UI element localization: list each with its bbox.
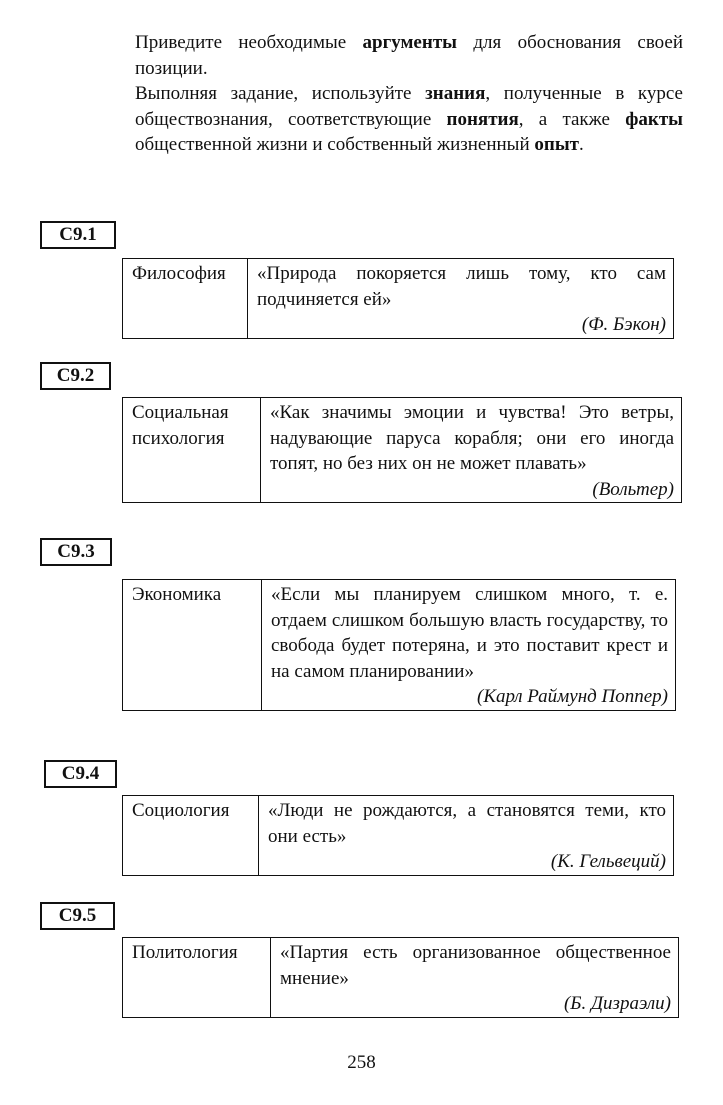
intro-keyword: понятия: [446, 108, 519, 130]
quote-author: (Вольтер): [592, 478, 674, 500]
intro-text: , полученные в курсе обществознания, соответствующие: [135, 83, 683, 130]
quote-author: (Ф. Бэкон): [581, 314, 666, 335]
intro-keyword: опыт: [534, 134, 579, 155]
quote-cell: [259, 796, 674, 876]
task-label-c9-1: С9.1: [40, 221, 116, 249]
intro-text: Приведите необходимые: [135, 32, 363, 53]
task-label-c9-2: С9.2: [40, 362, 111, 390]
intro-keyword: аргументы: [362, 32, 457, 53]
quote-author: (Б. Дизраэли): [563, 993, 671, 1014]
intro-text: .: [579, 134, 584, 155]
quote-text: «Природа покоряется лишь тому, кто сам подчиняется ей»: [257, 263, 666, 310]
quote-cell: [261, 398, 682, 503]
quote-author: (Карл Раймунд Поппер): [477, 686, 668, 707]
intro-keyword: факты: [625, 108, 683, 130]
quote-text: «Люди не рождаются, а становятся теми, кто они есть»: [268, 800, 666, 847]
quote-author: (К. Гельвеций): [550, 851, 666, 872]
subject-text: Экономика: [132, 584, 222, 605]
intro-keyword: знания: [425, 83, 486, 104]
quote-cell: [262, 580, 676, 711]
instructions-paragraph-2: [135, 81, 683, 158]
task-table-c9-3: [122, 579, 676, 711]
quote-cell: [271, 938, 679, 1018]
instructions: [135, 30, 683, 158]
task-table-c9-1: [122, 258, 674, 339]
subject-text: Социальная психология: [132, 402, 229, 449]
subject-cell: [123, 796, 259, 876]
task-label-c9-5: С9.5: [40, 902, 115, 930]
subject-text: Философия: [132, 263, 226, 284]
subject-cell: [123, 938, 271, 1018]
task-table-c9-2: [122, 397, 682, 503]
instructions-paragraph-1: [135, 30, 683, 81]
subject-cell: [123, 398, 261, 503]
quote-cell: [248, 259, 674, 339]
intro-text: , а также: [518, 108, 626, 130]
quote-text: «Партия есть организованное общественное мнение»: [280, 942, 671, 989]
task-table-c9-5: [122, 937, 679, 1018]
task-label-c9-4: С9.4: [44, 760, 117, 788]
quote-text: «Как значимы эмоции и чувства! Это ветры, надувающие паруса корабля; они его иногда топят, но без них он не может плавать»: [270, 402, 674, 474]
subject-text: Политология: [132, 942, 238, 963]
intro-text: общественной жизни и собственный жизненный: [135, 134, 535, 155]
intro-text: Выполняя задание, используйте: [135, 83, 426, 104]
subject-text: Социология: [132, 800, 230, 821]
quote-text: «Если мы планируем слишком много, т. е. отдаем слишком большую власть государству, то свобода будет потеряна, и это поставит крест и на самом планировании»: [271, 584, 668, 682]
task-table-c9-4: [122, 795, 674, 876]
subject-cell: [123, 259, 248, 339]
intro-text: для обоснования своей позиции.: [135, 32, 683, 79]
subject-cell: [123, 580, 262, 711]
page-number: 258: [347, 1052, 376, 1073]
task-label-c9-3: С9.3: [40, 538, 112, 566]
